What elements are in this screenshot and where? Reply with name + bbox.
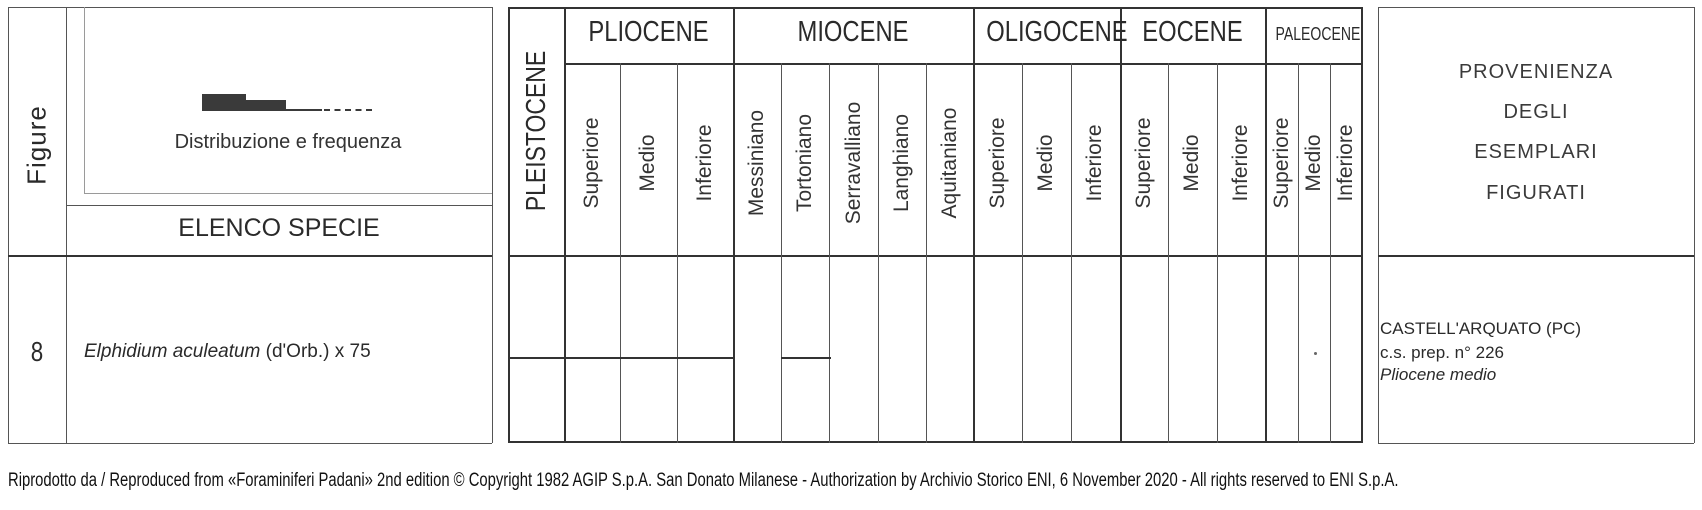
stage-label: Serravalliano — [842, 101, 865, 225]
stage-label: Superiore — [1132, 117, 1155, 209]
chart-right-border — [1361, 7, 1363, 443]
stage-label: Langhiano — [890, 113, 913, 213]
legend-box-bottom — [84, 193, 492, 194]
left-bottom-border — [8, 443, 492, 444]
era-divider — [973, 7, 975, 443]
stage-label: Medio — [636, 134, 659, 192]
stage-label: Superiore — [580, 117, 603, 209]
chart-left-border — [508, 7, 510, 443]
stage-divider — [1071, 63, 1072, 443]
species-name: Elphidium aculeatum — [84, 341, 261, 362]
stage-label: Medio — [1302, 134, 1325, 192]
stage-label: Medio — [1034, 134, 1057, 192]
chart-top-border — [508, 7, 1361, 9]
chart-bottom-border — [508, 441, 1361, 443]
era-divider — [1265, 7, 1267, 443]
era-label-paleocene: PALEOCENE — [1275, 24, 1361, 44]
era-label-miocene: MIOCENE — [797, 16, 909, 48]
species-list-header: ELENCO SPECIE — [178, 214, 380, 242]
stage-divider — [1330, 63, 1331, 443]
stage-label: Medio — [1180, 134, 1203, 192]
chart-header-rule — [508, 255, 1361, 257]
stage-label: Tortoniano — [793, 113, 816, 213]
right-bottom-border — [1378, 443, 1694, 444]
stage-divider — [781, 63, 782, 443]
stage-label: Aquitaniano — [938, 107, 961, 219]
stage-divider — [1022, 63, 1023, 443]
species-author: (d'Orb.) x 75 — [265, 341, 371, 362]
provenance-header-line: FIGURATI — [1486, 182, 1586, 204]
era-label-oligocene: OLIGOCENE — [986, 16, 1128, 48]
stage-label: Inferiore — [1334, 124, 1357, 202]
legend-caption: Distribuzione e frequenza — [174, 131, 402, 153]
right-right-border — [1694, 7, 1695, 443]
stage-label: Superiore — [1270, 117, 1293, 209]
left-right-border — [492, 7, 493, 443]
age: Pliocene medio — [1380, 365, 1497, 384]
era-divider — [1120, 7, 1122, 443]
provenance-header-line: DEGLI — [1503, 101, 1569, 123]
figure-header: Figure — [21, 105, 52, 185]
right-top-border — [1378, 7, 1694, 8]
figure-number: 8 — [30, 336, 44, 367]
stage-label: Inferiore — [1083, 124, 1106, 202]
stage-label: Messiniano — [745, 109, 768, 217]
stage-divider — [1298, 63, 1299, 443]
prep-number: c.s. prep. n° 226 — [1380, 343, 1504, 362]
era-row-rule — [564, 63, 1361, 65]
species-header-top — [66, 205, 492, 206]
left-top-border — [8, 7, 492, 8]
header-bottom-rule — [8, 255, 492, 257]
stage-divider — [1168, 63, 1169, 443]
stage-label: Inferiore — [1229, 124, 1252, 202]
stage-divider — [620, 63, 621, 443]
provenance-header-line: PROVENIENZA — [1458, 61, 1614, 83]
stage-divider — [829, 63, 830, 443]
range-dot — [1314, 352, 1317, 355]
range-line-tortoniano — [781, 357, 831, 359]
stage-label: Superiore — [986, 117, 1009, 209]
right-header-rule — [1378, 255, 1694, 257]
stage-divider — [677, 63, 678, 443]
stage-label: Inferiore — [693, 124, 716, 202]
legend-box-left — [84, 7, 85, 193]
era-label-pleistocene: PLEISTOCENE — [520, 50, 551, 212]
era-divider — [564, 7, 566, 443]
range-line-pleistocene-pliocene — [508, 357, 733, 359]
stage-divider — [926, 63, 927, 443]
provenance-header-line: ESEMPLARI — [1474, 141, 1598, 163]
locality: CASTELL'ARQUATO (PC) — [1380, 319, 1581, 338]
copyright-footer: Riprodotto da / Reproduced from «Foraminiferi Padani» 2nd edition © Copyright 1982 AGIP S.p.A. San Donato Milanese - Authorization by Archivio Storico ENI, 6 November 2020 - All rights reserved to ENI S.p.A. — [8, 470, 1399, 491]
stage-divider — [1217, 63, 1218, 443]
era-divider — [733, 7, 735, 443]
era-label-eocene: EOCENE — [1142, 16, 1243, 48]
left-outer-border — [8, 7, 9, 443]
era-label-pliocene: PLIOCENE — [588, 16, 709, 48]
species-entry — [84, 341, 371, 363]
stage-divider — [878, 63, 879, 443]
